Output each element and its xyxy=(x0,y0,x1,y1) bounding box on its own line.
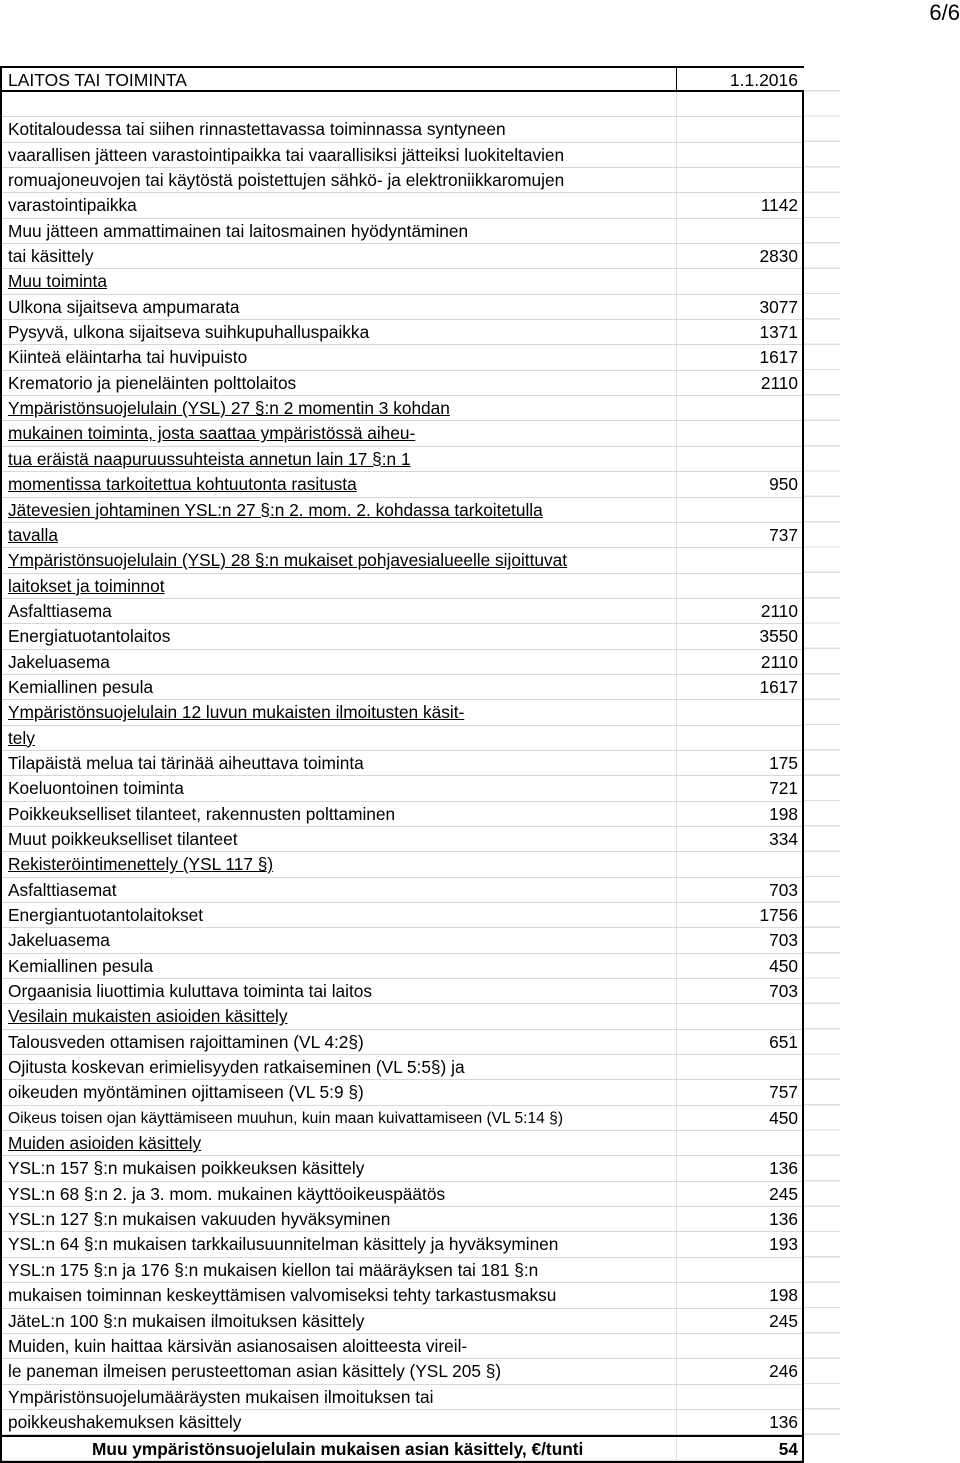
row-fee-value: 136 xyxy=(769,1411,798,1432)
table-row xyxy=(2,269,802,294)
row-label: Muiden, kuin haittaa kärsivän asianosaisen aloitteesta vireil- xyxy=(8,1335,468,1356)
table-row xyxy=(2,168,802,193)
row-fee-value: 721 xyxy=(769,778,798,799)
table-row xyxy=(2,1232,802,1257)
table-row xyxy=(2,802,802,827)
row-label: Ympäristönsuojelulain (YSL) 28 §:n mukaiset pohjavesialueelle sijoittuvat xyxy=(8,550,568,571)
row-label: YSL:n 127 §:n mukaisen vakuuden hyväksyminen xyxy=(8,1209,391,1230)
row-label: Pysyvä, ulkona sijaitseva suihkupuhalluspaikka xyxy=(8,322,370,343)
row-label: Asfalttiasema xyxy=(8,600,112,621)
row-fee-value: 245 xyxy=(769,1183,798,1204)
table-row xyxy=(2,1080,802,1105)
table-row xyxy=(2,396,802,421)
column-header-activity: LAITOS TAI TOIMINTA xyxy=(8,70,187,90)
row-label: Ojitusta koskevan erimielisyyden ratkaiseminen (VL 5:5§) ja xyxy=(8,1057,465,1078)
row-label: Rekisteröintimenettely (YSL 117 §) xyxy=(8,854,274,875)
row-label: Kemiallinen pesula xyxy=(8,676,154,697)
row-fee-value: 54 xyxy=(778,1439,798,1460)
table-row xyxy=(2,447,802,472)
column-header-year: 1.1.2016 xyxy=(676,68,804,90)
row-label: varastointipaikka xyxy=(8,195,137,216)
row-label: Ympäristönsuojelulain (YSL) 27 §:n 2 momentin 3 kohdan xyxy=(8,398,450,419)
table-row xyxy=(2,1055,802,1080)
table-row xyxy=(2,1106,802,1131)
table-row xyxy=(2,1258,802,1283)
row-fee-value: 450 xyxy=(769,955,798,976)
row-label: Talousveden ottamisen rajoittaminen (VL 4:2§) xyxy=(8,1031,364,1052)
fee-table xyxy=(0,66,960,1463)
row-label: tavalla xyxy=(8,524,58,545)
table-row xyxy=(2,472,802,497)
table-row xyxy=(2,1410,802,1435)
row-label: Jätevesien johtaminen YSL:n 27 §:n 2. mom. 2. kohdassa tarkoitetulla xyxy=(8,499,543,520)
table-row xyxy=(2,827,802,852)
row-label: Oikeus toisen ojan käyttämiseen muuhun, kuin maan kuivattamiseen (VL 5:14 §) xyxy=(8,1109,564,1127)
row-label: laitokset ja toiminnot xyxy=(8,575,165,596)
row-label: tai käsittely xyxy=(8,246,94,267)
row-fee-value: 198 xyxy=(769,1285,798,1306)
table-row xyxy=(2,320,802,345)
table-body xyxy=(0,92,804,1463)
row-label: le paneman ilmeisen perusteettoman asian käsittely (YSL 205 §) xyxy=(8,1361,502,1382)
table-row xyxy=(2,650,802,675)
table-row xyxy=(2,574,802,599)
row-label: YSL:n 175 §:n ja 176 §:n mukaisen kiellon tai määräyksen tai 181 §:n xyxy=(8,1259,539,1280)
row-label: Muu toiminta xyxy=(8,271,107,292)
table-row xyxy=(2,117,802,142)
row-label: YSL:n 68 §:n 2. ja 3. mom. mukainen käyttöoikeuspäätös xyxy=(8,1183,446,1204)
table-row xyxy=(2,92,802,117)
table-row xyxy=(2,1131,802,1156)
table-row xyxy=(2,675,802,700)
table-row xyxy=(2,1030,802,1055)
table-row xyxy=(2,498,802,523)
table-row xyxy=(2,1283,802,1308)
row-label: Jakeluasema xyxy=(8,930,110,951)
row-fee-value: 334 xyxy=(769,828,798,849)
table-row xyxy=(2,1004,802,1029)
row-label: YSL:n 157 §:n mukaisen poikkeuksen käsittely xyxy=(8,1158,365,1179)
table-row xyxy=(2,624,802,649)
row-fee-value: 2110 xyxy=(760,372,798,393)
row-fee-value: 175 xyxy=(769,752,798,773)
row-label: Kotitaloudessa tai siihen rinnastettavassa toiminnassa syntyneen xyxy=(8,119,506,140)
row-label: YSL:n 64 §:n mukaisen tarkkailusuunnitelman käsittely ja hyväksyminen xyxy=(8,1234,559,1255)
row-fee-value: 1371 xyxy=(759,322,798,343)
row-fee-value: 136 xyxy=(769,1209,798,1230)
row-fee-value: 1617 xyxy=(759,347,798,368)
row-fee-value: 737 xyxy=(769,524,798,545)
row-label: tua eräistä naapuruussuhteista annetun lain 17 §:n 1 xyxy=(8,448,411,469)
row-fee-value: 703 xyxy=(769,879,798,900)
row-label: poikkeushakemuksen käsittely xyxy=(8,1411,242,1432)
row-label: Muiden asioiden käsittely xyxy=(8,1133,202,1154)
table-row xyxy=(2,219,802,244)
table-row xyxy=(2,1207,802,1232)
table-row xyxy=(2,1156,802,1181)
row-label: oikeuden myöntäminen ojittamiseen (VL 5:9 §) xyxy=(8,1082,364,1103)
row-label: Ympäristönsuojelumääräysten mukaisen ilmoituksen tai xyxy=(8,1386,434,1407)
row-label: Ulkona sijaitseva ampumarata xyxy=(8,296,240,317)
table-row xyxy=(2,193,802,218)
page-number: 6/6 xyxy=(929,0,960,25)
table-row xyxy=(2,776,802,801)
row-label: Vesilain mukaisten asioiden käsittely xyxy=(8,1006,288,1027)
table-row xyxy=(2,903,802,928)
row-label: Kemiallinen pesula xyxy=(8,955,154,976)
table-row xyxy=(2,1359,802,1384)
row-label: Tilapäistä melua tai tärinää aiheuttava toiminta xyxy=(8,752,364,773)
table-row xyxy=(2,1435,802,1460)
row-label: Jakeluasema xyxy=(8,651,110,672)
row-fee-value: 1617 xyxy=(759,676,798,697)
table-row xyxy=(2,954,802,979)
row-fee-value: 757 xyxy=(769,1082,798,1103)
row-label: JäteL:n 100 §:n mukaisen ilmoituksen käsittely xyxy=(8,1310,365,1331)
table-row xyxy=(2,726,802,751)
table-row xyxy=(2,852,802,877)
row-fee-value: 245 xyxy=(769,1310,798,1331)
row-fee-value: 136 xyxy=(769,1158,798,1179)
row-fee-value: 198 xyxy=(769,803,798,824)
table-row xyxy=(2,1385,802,1410)
table-row xyxy=(2,421,802,446)
row-fee-value: 2110 xyxy=(760,600,798,621)
row-fee-value: 2110 xyxy=(760,651,798,672)
table-row xyxy=(2,295,802,320)
row-fee-value: 1756 xyxy=(759,905,798,925)
table-row xyxy=(2,1182,802,1207)
row-fee-value: 3550 xyxy=(759,626,798,647)
row-label: vaarallisen jätteen varastointipaikka tai vaarallisiksi jätteiksi luokiteltavien xyxy=(8,144,565,165)
table-row xyxy=(2,143,802,168)
row-label: romuajoneuvojen tai käytöstä poistettujen sähkö- ja elektroniikkaromujen xyxy=(8,170,565,191)
table-row xyxy=(2,371,802,396)
row-fee-value: 2830 xyxy=(759,246,798,267)
row-fee-value: 703 xyxy=(769,930,798,951)
table-row xyxy=(2,979,802,1004)
table-row xyxy=(2,345,802,370)
row-fee-value: 651 xyxy=(769,1031,798,1052)
row-label: mukaisen toiminnan keskeyttämisen valvomiseksi tehty tarkastusmaksu xyxy=(8,1285,557,1306)
row-label: Poikkeukselliset tilanteet, rakennusten polttaminen xyxy=(8,803,396,824)
row-label: momentissa tarkoitettua kohtuutonta rasitusta xyxy=(8,474,357,495)
table-header-row xyxy=(0,66,804,92)
row-fee-value: 3077 xyxy=(759,296,798,317)
table-row xyxy=(2,1334,802,1359)
row-label: Koeluontoinen toiminta xyxy=(8,778,184,799)
table-row xyxy=(2,878,802,903)
row-label: Orgaanisia liuottimia kuluttava toiminta tai laitos xyxy=(8,981,373,1002)
row-fee-value: 193 xyxy=(769,1234,798,1255)
row-label: mukainen toiminta, josta saattaa ympäristössä aiheu- xyxy=(8,423,416,444)
table-row xyxy=(2,700,802,725)
row-fee-value: 1142 xyxy=(760,195,798,216)
row-fee-value: 450 xyxy=(769,1107,798,1128)
row-label: Energiantuotantolaitokset xyxy=(8,905,204,925)
table-row xyxy=(2,599,802,624)
table-row xyxy=(2,523,802,548)
table-row xyxy=(2,1309,802,1334)
row-label: Muu jätteen ammattimainen tai laitosmainen hyödyntäminen xyxy=(8,220,469,241)
row-fee-value: 246 xyxy=(769,1361,798,1382)
row-label: Krematorio ja pieneläinten polttolaitos xyxy=(8,372,297,393)
row-label: Kiinteä eläintarha tai huvipuisto xyxy=(8,347,248,368)
row-label: Muu ympäristönsuojelulain mukaisen asian käsittely, €/tunti xyxy=(92,1439,584,1460)
row-fee-value: 950 xyxy=(769,474,798,495)
table-row xyxy=(2,751,802,776)
table-row xyxy=(2,244,802,269)
row-label: Ympäristönsuojelulain 12 luvun mukaisten ilmoitusten käsit- xyxy=(8,702,465,723)
table-row xyxy=(2,548,802,573)
row-label: Energiatuotantolaitos xyxy=(8,626,171,647)
row-fee-value: 703 xyxy=(769,981,798,1002)
row-label: Muut poikkeukselliset tilanteet xyxy=(8,828,238,849)
row-label: tely xyxy=(8,727,35,748)
table-row xyxy=(2,928,802,953)
row-label: Asfalttiasemat xyxy=(8,879,117,900)
